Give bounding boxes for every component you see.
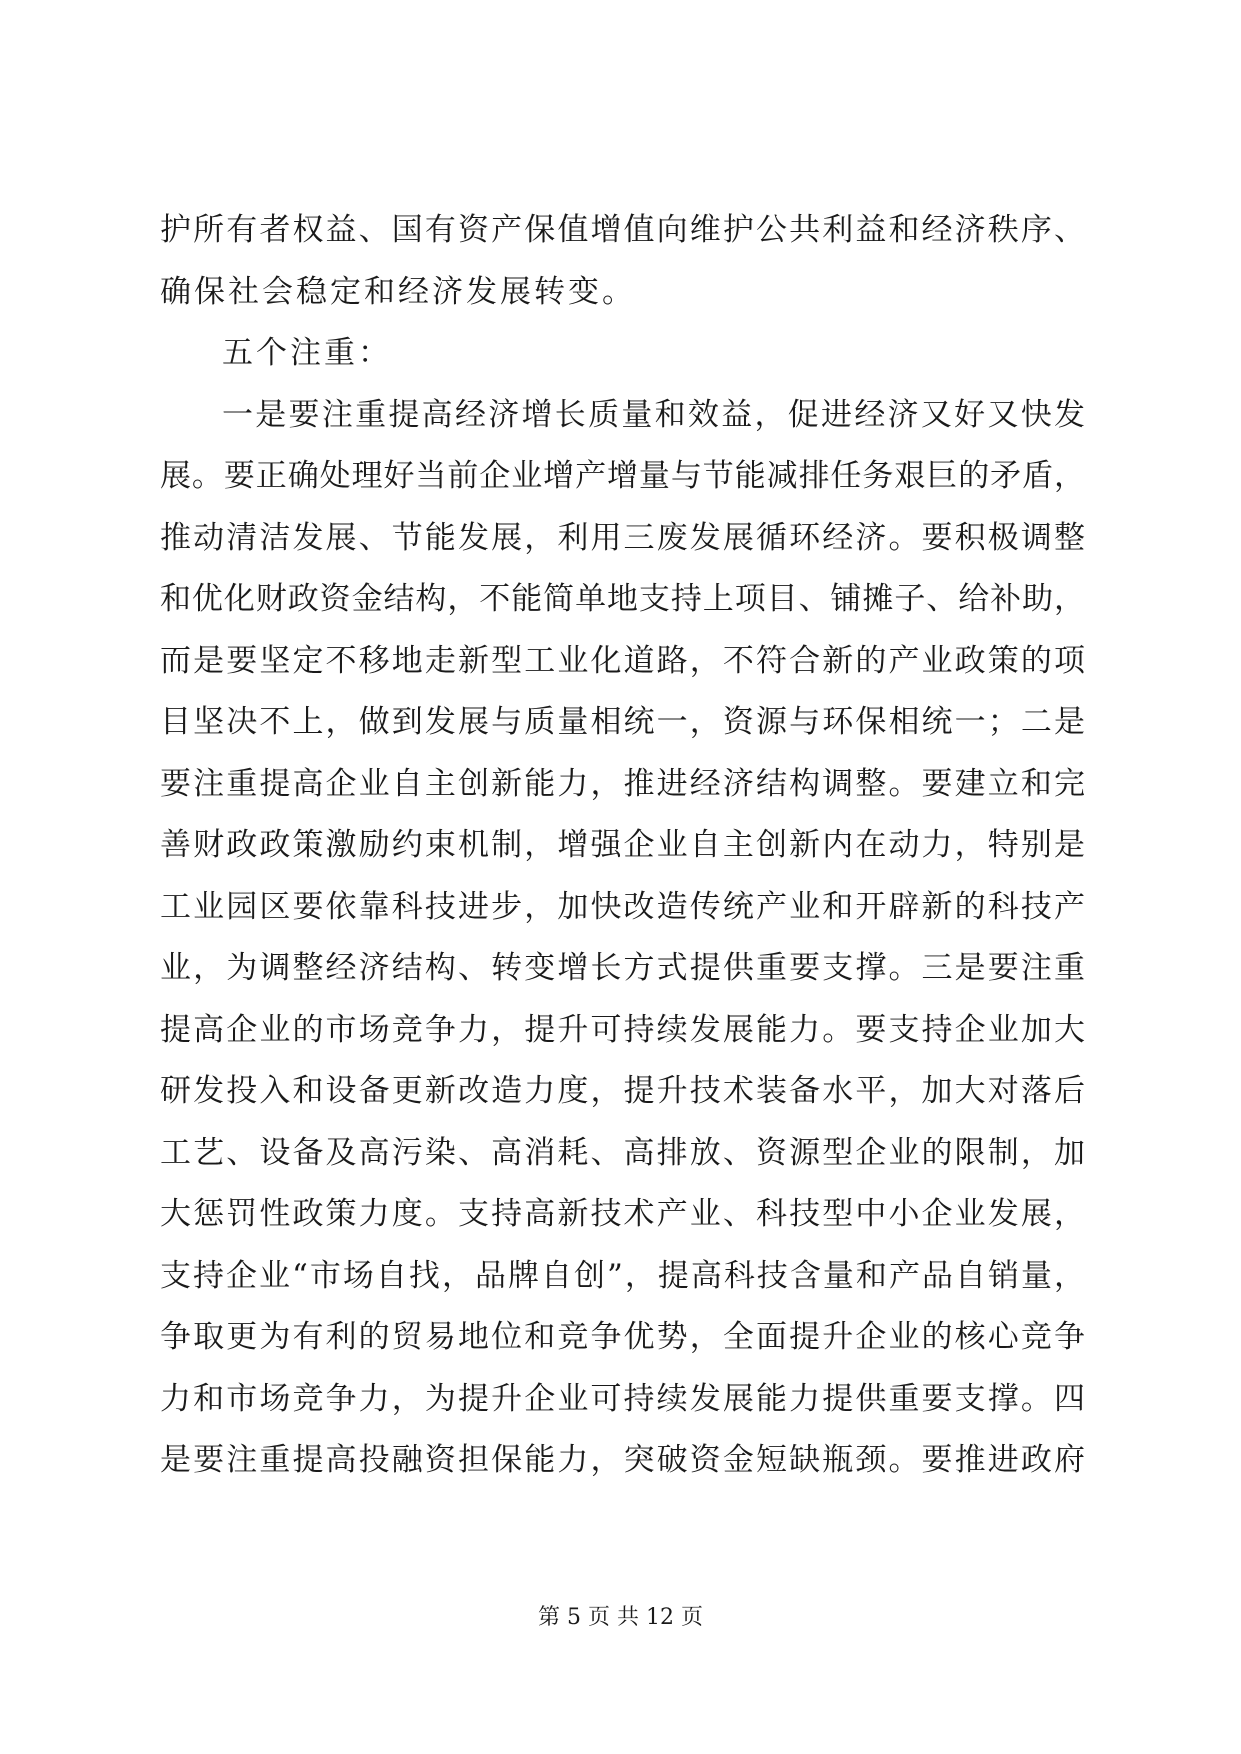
text-line: 争取更为有利的贸易地位和竞争优势，全面提升企业的核心竞争 [160, 1319, 1085, 1355]
text-line: 五个注重： [222, 335, 392, 371]
text-line: 是要注重提高投融资担保能力，突破资金短缺瓶颈。要推进政府 [160, 1442, 1085, 1478]
page-footer: 第 5 页 共 12 页 [538, 1605, 703, 1630]
text-line: 护所有者权益、国有资产保值增值向维护公共利益和经济秩序、 [160, 212, 1085, 248]
text-line: 而是要坚定不移地走新型工业化道路，不符合新的产业政策的项 [160, 642, 1085, 679]
text-line: 善财政政策激励约束机制，增强企业自主创新内在动力，特别是 [160, 827, 1085, 863]
text-line: 展。要正确处理好当前企业增产增量与节能减排任务艰巨的矛盾， [160, 458, 1085, 494]
text-line: 支持企业“市场自找，品牌自创”，提高科技含量和产品自销量， [160, 1257, 1085, 1294]
text-line: 推动清洁发展、节能发展，利用三废发展循环经济。要积极调整 [160, 519, 1085, 556]
text-line: 一是要注重提高经济增长质量和效益，促进经济又好又快发 [222, 396, 1085, 433]
body-text [160, 200, 1085, 1492]
text-line: 提高企业的市场竞争力，提升可持续发展能力。要支持企业加大 [160, 1011, 1085, 1048]
text-line: 要注重提高企业自主创新能力，推进经济结构调整。要建立和完 [160, 765, 1085, 802]
text-line: 工艺、设备及高污染、高消耗、高排放、资源型企业的限制，加 [160, 1134, 1085, 1171]
text-line: 和优化财政资金结构，不能简单地支持上项目、铺摊子、给补助， [160, 581, 1085, 617]
text-line: 研发投入和设备更新改造力度，提升技术装备水平，加大对落后 [160, 1073, 1085, 1109]
text-line: 力和市场竞争力，为提升企业可持续发展能力提供重要支撑。四 [160, 1380, 1085, 1417]
text-line: 确保社会稳定和经济发展转变。 [160, 273, 636, 310]
text-line: 业，为调整经济结构、转变增长方式提供重要支撑。三是要注重 [160, 950, 1085, 986]
text-line: 工业园区要依靠科技进步，加快改造传统产业和开辟新的科技产 [160, 888, 1085, 925]
text-line: 目坚决不上，做到发展与质量相统一，资源与环保相统一；二是 [160, 704, 1085, 740]
text-line: 大惩罚性政策力度。支持高新技术产业、科技型中小企业发展， [160, 1196, 1085, 1232]
